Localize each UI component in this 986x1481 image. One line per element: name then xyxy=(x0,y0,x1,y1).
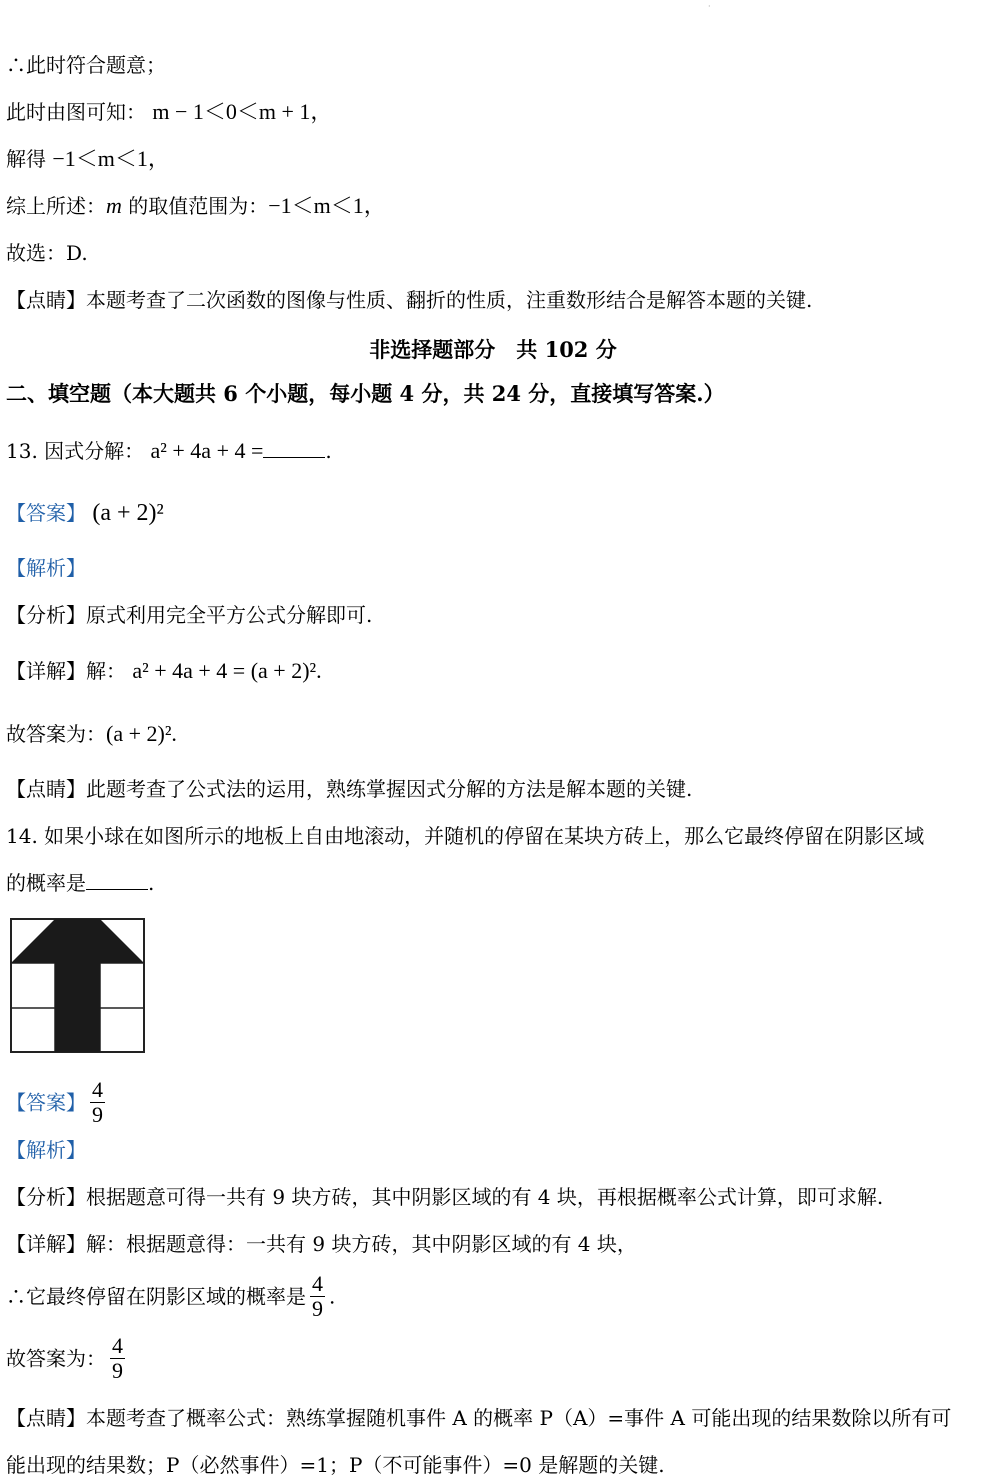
math-expr: −1＜m＜1， xyxy=(52,146,170,171)
fraction: $\frac{4}{9}$ xyxy=(112,1333,123,1383)
analysis-tag: 【解析】 xyxy=(6,556,86,580)
q14-dianjing-line2: 能出现的结果数；P（必然事件）=1；P（不可能事件）=0 是解题的关键. xyxy=(6,1453,665,1477)
q14-answer xyxy=(6,1078,109,1127)
q13-fenxi: 【分析】原式利用完全平方公式分解即可. xyxy=(6,603,373,627)
q13-stem: 13. 因式分解： a² + 4a + 4 = . xyxy=(6,438,332,463)
answer-blank xyxy=(86,873,148,890)
q14-therefore: ∴它最终停留在阴影区域的概率是 $\frac{4}{9}$ . xyxy=(6,1271,336,1321)
q13-dianjing: 【点睛】此题考查了公式法的运用，熟练掌握因式分解的方法是解本题的关键. xyxy=(6,777,693,801)
section-title: 非选择题部分 共 102 分 xyxy=(369,337,617,362)
q14-analysis xyxy=(6,1137,86,1163)
answer-tag: 【答案】 xyxy=(6,501,86,525)
q14-fenxi: 【分析】根据题意可得一共有 9 块方砖，其中阴影区域的有 4 块，再根据概率公式计算，即可求解. xyxy=(6,1185,884,1209)
q13-analysis xyxy=(6,555,86,581)
text-line: ∴此时符合题意； xyxy=(6,53,166,77)
fraction: $\frac{4}{9}$ xyxy=(312,1271,323,1321)
tile-floor-figure xyxy=(10,918,146,1054)
shaded-arrow-stem xyxy=(55,919,100,1052)
answer-tag: 【答案】 xyxy=(6,1090,86,1115)
q14-xiangjie: 【详解】解：根据题意得：一共有 9 块方砖，其中阴影区域的有 4 块， xyxy=(6,1232,637,1256)
answer-fraction: $\frac{4}{9}$ xyxy=(92,1077,103,1127)
speck: · xyxy=(708,2,711,11)
analysis-tag: 【解析】 xyxy=(6,1138,86,1162)
math-expr: −1＜m＜1， xyxy=(268,193,386,218)
q14-stem-line2: 的概率是 . xyxy=(6,871,155,895)
section-subtitle: 二、填空题（本大题共 6 个小题，每小题 4 分，共 24 分，直接填写答案.） xyxy=(6,381,725,406)
text-line: 此时由图可知： m − 1＜0＜m + 1， xyxy=(6,99,333,124)
answer-blank xyxy=(263,441,325,458)
text-line: 【点睛】本题考查了二次函数的图像与性质、翻折的性质，注重数形结合是解答本题的关键. xyxy=(6,288,813,312)
q13-final: 故答案为：(a + 2)². xyxy=(6,721,177,746)
math-expr: m − 1＜0＜m + 1， xyxy=(152,99,333,124)
text-line: 解得 −1＜m＜1， xyxy=(6,146,170,171)
answer-expr: (a + 2)² xyxy=(92,500,164,526)
q14-stem-line1: 14. 如果小球在如图所示的地板上自由地滚动，并随机的停留在某块方砖上，那么它最终停留在阴影区域 xyxy=(6,824,925,848)
q13-xiangjie: 【详解】解： a² + 4a + 4 = (a + 2)². xyxy=(6,658,322,683)
dianjing-tag: 【点睛】 xyxy=(6,288,86,312)
q13-answer xyxy=(6,500,164,526)
q14-dianjing-line1: 【点睛】本题考查了概率公式：熟练掌握随机事件 A 的概率 P（A）=事件 A 可能出现的结果数除以所有可 xyxy=(6,1406,952,1430)
text-line: 故选：D. xyxy=(6,241,88,265)
text-line: 综上所述：m 的取值范围为：−1＜m＜1， xyxy=(6,193,386,218)
q14-final: 故答案为： $\frac{4}{9}$ xyxy=(6,1333,123,1383)
